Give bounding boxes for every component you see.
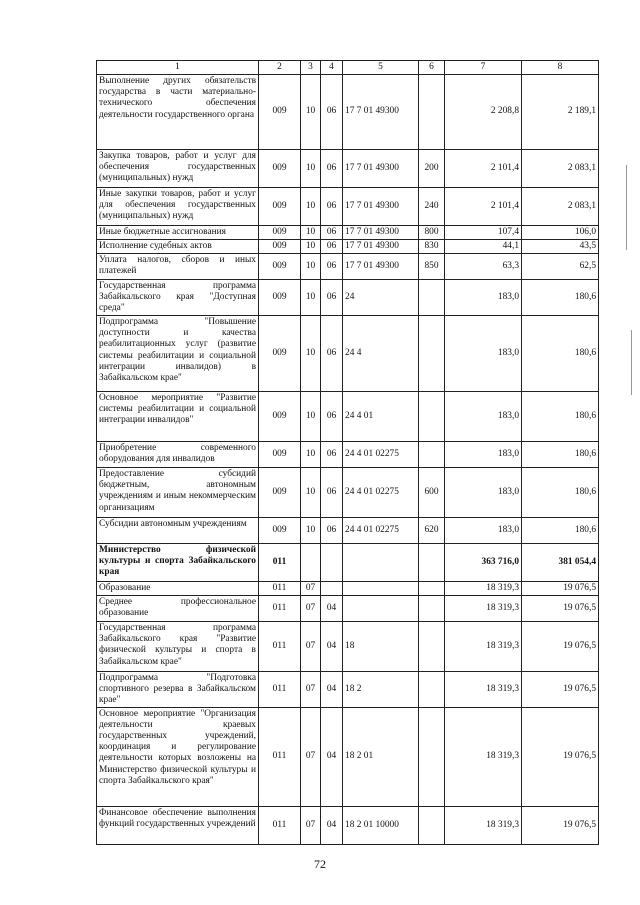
row-subsection-code: 06 xyxy=(321,392,343,442)
row-subsection-code: 06 xyxy=(321,442,343,468)
row-subsection-code: 06 xyxy=(321,226,343,240)
table-row xyxy=(97,622,599,672)
table-row xyxy=(97,442,599,468)
col-header-7: 7 xyxy=(445,61,522,75)
row-expense-type: 620 xyxy=(419,518,445,544)
row-name: Государственная программа Забайкальского края "Развитие физической культуры и спорта в Забайкальском крае" xyxy=(97,622,259,672)
row-amount-year2: 43,5 xyxy=(522,240,599,254)
row-expense-type: 600 xyxy=(419,468,445,518)
row-name: Приобретение современного оборудования для инвалидов xyxy=(97,442,259,468)
row-target-article: 18 2 xyxy=(343,672,419,708)
col-header-1: 1 xyxy=(97,61,259,75)
row-ministry-code: 009 xyxy=(259,316,301,392)
row-section-code: 10 xyxy=(301,226,321,240)
row-subsection-code: 06 xyxy=(321,280,343,316)
row-target-article: 17 7 01 49300 xyxy=(343,254,419,280)
row-ministry-code: 011 xyxy=(259,707,301,806)
row-amount-year2: 2 083,1 xyxy=(522,150,599,188)
row-name: Субсидии автономным учреждениям xyxy=(97,518,259,544)
table-row xyxy=(97,468,599,518)
row-target-article: 18 2 01 10000 xyxy=(343,806,419,844)
row-name: Исполнение судебных актов xyxy=(97,240,259,254)
row-target-article: 24 4 01 02275 xyxy=(343,468,419,518)
row-section-code: 10 xyxy=(301,468,321,518)
row-expense-type xyxy=(419,544,445,582)
row-target-article: 18 xyxy=(343,622,419,672)
row-amount-year2: 2 189,1 xyxy=(522,75,599,150)
row-amount-year2: 180,6 xyxy=(522,518,599,544)
row-ministry-code: 011 xyxy=(259,672,301,708)
row-subsection-code: 06 xyxy=(321,240,343,254)
table-row xyxy=(97,240,599,254)
table-row xyxy=(97,226,599,240)
row-expense-type: 850 xyxy=(419,254,445,280)
col-header-4: 4 xyxy=(321,61,343,75)
row-subsection-code: 04 xyxy=(321,622,343,672)
row-ministry-code: 011 xyxy=(259,622,301,672)
row-subsection-code: 06 xyxy=(321,468,343,518)
table-row xyxy=(97,544,599,582)
row-subsection-code: 06 xyxy=(321,254,343,280)
row-amount-year1: 183,0 xyxy=(445,280,522,316)
row-expense-type: 240 xyxy=(419,188,445,226)
row-target-article: 24 xyxy=(343,280,419,316)
row-section-code: 10 xyxy=(301,150,321,188)
row-subsection-code: 06 xyxy=(321,316,343,392)
row-amount-year1: 183,0 xyxy=(445,316,522,392)
table-row xyxy=(97,582,599,596)
row-target-article: 17 7 01 49300 xyxy=(343,188,419,226)
row-section-code: 07 xyxy=(301,622,321,672)
row-name: Основное мероприятие "Развитие системы реабилитации и социальной интеграции инвалидов" xyxy=(97,392,259,442)
row-amount-year2: 180,6 xyxy=(522,468,599,518)
row-target-article: 24 4 01 02275 xyxy=(343,518,419,544)
row-name: Подпрограмма "Подготовка спортивного резерва в Забайкальском крае" xyxy=(97,672,259,708)
row-amount-year2: 180,6 xyxy=(522,316,599,392)
row-ministry-code: 009 xyxy=(259,150,301,188)
row-target-article: 18 2 01 xyxy=(343,707,419,806)
table-row xyxy=(97,806,599,844)
row-amount-year1: 107,4 xyxy=(445,226,522,240)
row-subsection-code: 06 xyxy=(321,150,343,188)
row-ministry-code: 011 xyxy=(259,582,301,596)
row-amount-year2: 180,6 xyxy=(522,392,599,442)
row-amount-year1: 2 208,8 xyxy=(445,75,522,150)
row-subsection-code: 04 xyxy=(321,806,343,844)
scan-margin-mark xyxy=(626,165,627,250)
row-section-code: 10 xyxy=(301,280,321,316)
row-expense-type xyxy=(419,707,445,806)
row-amount-year1: 18 319,3 xyxy=(445,622,522,672)
row-amount-year1: 363 716,0 xyxy=(445,544,522,582)
row-amount-year2: 19 076,5 xyxy=(522,806,599,844)
row-subsection-code: 04 xyxy=(321,707,343,806)
table-body xyxy=(97,75,599,845)
row-amount-year2: 2 083,1 xyxy=(522,188,599,226)
table-row xyxy=(97,707,599,806)
row-amount-year1: 183,0 xyxy=(445,392,522,442)
row-section-code: 07 xyxy=(301,672,321,708)
row-ministry-code: 011 xyxy=(259,806,301,844)
row-section-code: 10 xyxy=(301,188,321,226)
row-amount-year1: 18 319,3 xyxy=(445,806,522,844)
row-amount-year1: 183,0 xyxy=(445,468,522,518)
row-section-code: 10 xyxy=(301,518,321,544)
row-subsection-code: 06 xyxy=(321,75,343,150)
row-ministry-code: 009 xyxy=(259,240,301,254)
row-ministry-code: 011 xyxy=(259,544,301,582)
row-target-article xyxy=(343,544,419,582)
row-section-code: 10 xyxy=(301,75,321,150)
row-target-article: 17 7 01 49300 xyxy=(343,75,419,150)
budget-table-page xyxy=(96,60,598,845)
row-amount-year2: 381 054,4 xyxy=(522,544,599,582)
row-expense-type: 830 xyxy=(419,240,445,254)
row-section-code: 10 xyxy=(301,392,321,442)
table-row xyxy=(97,596,599,622)
row-name: Основное мероприятие "Организация деятельности краевых государственных учреждений, координация и регулирование деятельности которых возложены на Министерство физической культуры и спорта Забайкальского края" xyxy=(97,707,259,806)
table-row xyxy=(97,75,599,150)
row-ministry-code: 009 xyxy=(259,75,301,150)
row-name: Министерство физической культуры и спорта Забайкальского края xyxy=(97,544,259,582)
row-expense-type xyxy=(419,75,445,150)
col-header-5: 5 xyxy=(343,61,419,75)
row-section-code: 07 xyxy=(301,582,321,596)
row-amount-year2: 19 076,5 xyxy=(522,707,599,806)
row-amount-year1: 2 101,4 xyxy=(445,188,522,226)
row-amount-year1: 18 319,3 xyxy=(445,582,522,596)
row-name: Государственная программа Забайкальского края "Доступная среда" xyxy=(97,280,259,316)
row-subsection-code: 06 xyxy=(321,518,343,544)
row-name: Уплата налогов, сборов и иных платежей xyxy=(97,254,259,280)
row-subsection-code: 04 xyxy=(321,596,343,622)
row-target-article: 17 7 01 49300 xyxy=(343,150,419,188)
row-amount-year1: 63,3 xyxy=(445,254,522,280)
row-expense-type: 200 xyxy=(419,150,445,188)
row-subsection-code xyxy=(321,544,343,582)
row-section-code xyxy=(301,544,321,582)
row-ministry-code: 009 xyxy=(259,392,301,442)
row-subsection-code xyxy=(321,582,343,596)
row-section-code: 07 xyxy=(301,596,321,622)
row-section-code: 07 xyxy=(301,806,321,844)
table-row xyxy=(97,254,599,280)
row-amount-year2: 180,6 xyxy=(522,442,599,468)
row-expense-type xyxy=(419,672,445,708)
row-name: Закупка товаров, работ и услуг для обеспечения государственных (муниципальных) нужд xyxy=(97,150,259,188)
row-target-article: 17 7 01 49300 xyxy=(343,226,419,240)
table-row xyxy=(97,150,599,188)
table-row xyxy=(97,188,599,226)
row-section-code: 10 xyxy=(301,442,321,468)
row-expense-type xyxy=(419,280,445,316)
row-name: Иные бюджетные ассигнования xyxy=(97,226,259,240)
row-name: Финансовое обеспечение выполнения функций государственных учреждений xyxy=(97,806,259,844)
row-ministry-code: 009 xyxy=(259,468,301,518)
budget-table xyxy=(96,60,599,845)
scan-margin-mark xyxy=(631,330,632,395)
row-expense-type xyxy=(419,806,445,844)
row-ministry-code: 009 xyxy=(259,280,301,316)
row-expense-type xyxy=(419,622,445,672)
row-target-article: 24 4 xyxy=(343,316,419,392)
row-target-article: 24 4 01 02275 xyxy=(343,442,419,468)
col-header-2: 2 xyxy=(259,61,301,75)
row-expense-type xyxy=(419,316,445,392)
row-name: Подпрограмма "Повышение доступности и качества реабилитационных услуг (развитие системы реабилитации и социальной интеграции инвалидов) в Забайкальском крае" xyxy=(97,316,259,392)
row-amount-year2: 106,0 xyxy=(522,226,599,240)
row-expense-type: 800 xyxy=(419,226,445,240)
row-section-code: 10 xyxy=(301,316,321,392)
row-ministry-code: 011 xyxy=(259,596,301,622)
col-header-8: 8 xyxy=(522,61,599,75)
row-amount-year1: 183,0 xyxy=(445,442,522,468)
row-amount-year2: 19 076,5 xyxy=(522,596,599,622)
row-section-code: 07 xyxy=(301,707,321,806)
row-amount-year1: 18 319,3 xyxy=(445,672,522,708)
row-expense-type xyxy=(419,582,445,596)
row-name: Предоставление субсидий бюджетным, автономным учреждениям и иным некоммерческим организациям xyxy=(97,468,259,518)
row-ministry-code: 009 xyxy=(259,254,301,280)
row-target-article: 17 7 01 49300 xyxy=(343,240,419,254)
row-amount-year2: 19 076,5 xyxy=(522,672,599,708)
row-target-article xyxy=(343,582,419,596)
row-amount-year1: 44,1 xyxy=(445,240,522,254)
row-expense-type xyxy=(419,442,445,468)
table-row xyxy=(97,280,599,316)
row-ministry-code: 009 xyxy=(259,442,301,468)
row-name: Образование xyxy=(97,582,259,596)
row-amount-year1: 183,0 xyxy=(445,518,522,544)
table-row xyxy=(97,316,599,392)
column-number-header xyxy=(97,61,599,75)
table-row xyxy=(97,518,599,544)
row-amount-year1: 18 319,3 xyxy=(445,596,522,622)
row-target-article xyxy=(343,596,419,622)
row-ministry-code: 009 xyxy=(259,188,301,226)
row-target-article: 24 4 01 xyxy=(343,392,419,442)
row-amount-year1: 2 101,4 xyxy=(445,150,522,188)
row-amount-year2: 19 076,5 xyxy=(522,582,599,596)
row-amount-year2: 62,5 xyxy=(522,254,599,280)
col-header-6: 6 xyxy=(419,61,445,75)
table-row xyxy=(97,392,599,442)
table-row xyxy=(97,672,599,708)
row-amount-year2: 19 076,5 xyxy=(522,622,599,672)
row-ministry-code: 009 xyxy=(259,226,301,240)
row-expense-type xyxy=(419,392,445,442)
col-header-3: 3 xyxy=(301,61,321,75)
row-subsection-code: 04 xyxy=(321,672,343,708)
row-section-code: 10 xyxy=(301,240,321,254)
row-name: Среднее профессиональное образование xyxy=(97,596,259,622)
page-number: 72 xyxy=(314,857,326,871)
row-amount-year1: 18 319,3 xyxy=(445,707,522,806)
row-subsection-code: 06 xyxy=(321,188,343,226)
row-name: Выполнение других обязательств государства в части материально-технического обеспечения деятельности государственного органа xyxy=(97,75,259,150)
row-ministry-code: 009 xyxy=(259,518,301,544)
row-section-code: 10 xyxy=(301,254,321,280)
row-expense-type xyxy=(419,596,445,622)
row-amount-year2: 180,6 xyxy=(522,280,599,316)
row-name: Иные закупки товаров, работ и услуг для обеспечения государственных (муниципальных) нужд xyxy=(97,188,259,226)
